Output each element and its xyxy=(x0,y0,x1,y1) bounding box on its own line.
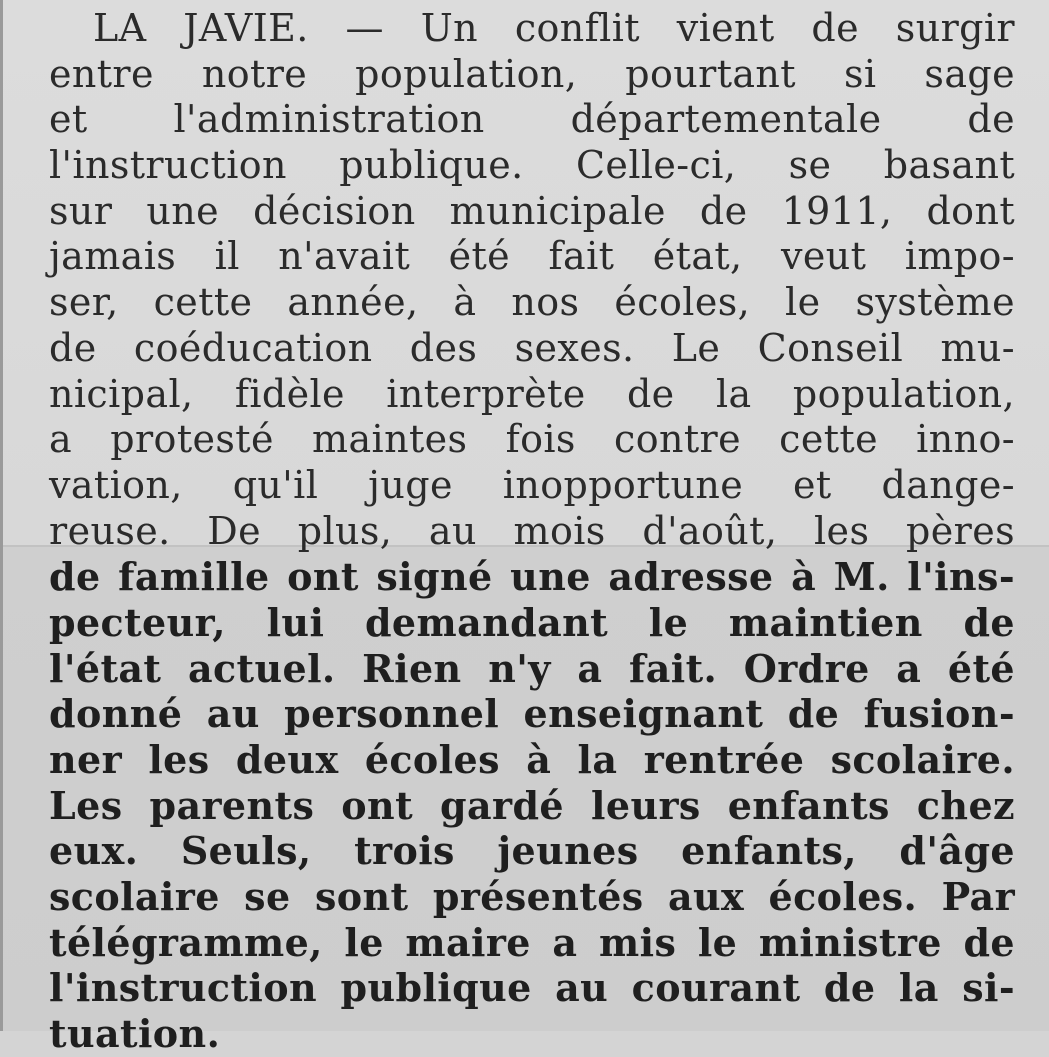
article-line: l'état actuel. Rien n'y a fait. Ordre a été xyxy=(49,645,1015,691)
article-line: eux. Seuls, trois jeunes enfants, d'âge xyxy=(49,828,1015,874)
article-line: reuse. De plus, au mois d'août, les pères xyxy=(49,508,1015,553)
article-line: ser, cette année, à nos écoles, le système xyxy=(49,280,1015,325)
article-line: donné au personnel enseignant de fusion- xyxy=(49,691,1015,737)
article-line: LA JAVIE. — Un conflit vient de surgir xyxy=(93,6,1015,50)
article-line: de famille ont signé une adresse à M. l'ins- xyxy=(49,554,1015,600)
article-line: l'instruction publique. Celle-ci, se basant xyxy=(49,143,1015,188)
article-line: Les parents ont gardé leurs enfants chez xyxy=(49,782,1015,828)
article-line: l'instruction publique au courant de la si- xyxy=(49,965,1015,1011)
article-line: nicipal, fidèle interprète de la population, xyxy=(49,371,1015,416)
article-line: et l'administration départementale de xyxy=(49,97,1015,142)
article-line: ner les deux écoles à la rentrée scolaire. xyxy=(49,737,1015,782)
article-line: pecteur, lui demandant le maintien de xyxy=(49,599,1015,645)
article-line: vation, qu'il juge inopportune et dange- xyxy=(49,462,1015,507)
article-line: scolaire se sont présentés aux écoles. Par xyxy=(49,874,1015,920)
article-line: tuation. xyxy=(49,1011,221,1057)
article-line: télégramme, le maire a mis le ministre de xyxy=(49,919,1015,965)
article-line: a protesté maintes fois contre cette inno- xyxy=(49,417,1015,462)
article-line: sur une décision municipale de 1911, dont xyxy=(49,188,1015,233)
article-line: entre notre population, pourtant si sage xyxy=(49,51,1015,96)
article-body xyxy=(49,6,1015,1057)
article-line: jamais il n'avait été fait état, veut impo- xyxy=(49,234,1015,279)
article-line: de coéducation des sexes. Le Conseil mu- xyxy=(49,325,1015,370)
